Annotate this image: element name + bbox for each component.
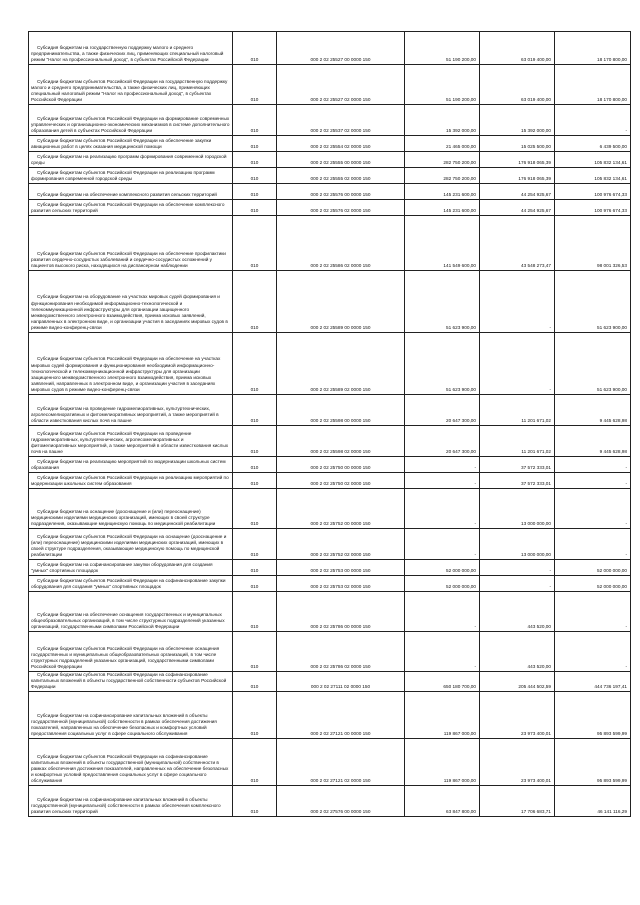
row-code-cell: 010 xyxy=(233,457,277,473)
table-row xyxy=(29,739,631,786)
row-fact-cell: 43 548 273,47 xyxy=(480,216,555,271)
row-kbk-cell: 000 2 02 25555 00 0000 150 xyxy=(277,152,405,168)
row-name-cell: Субсидии бюджетам субъектов Российской Федерации на софинансирование капитальных вложений в объекты государственной собственности субъектов Российской Федерации xyxy=(29,672,233,692)
row-fact-cell: 443 520,00 xyxy=(480,592,555,632)
table-row xyxy=(29,333,631,395)
row-kbk-cell: 000 2 02 27576 00 0000 150 xyxy=(277,786,405,817)
row-fact-cell: 23 973 400,01 xyxy=(480,692,555,739)
row-fact-cell: - xyxy=(480,576,555,592)
row-rest-cell: - xyxy=(555,489,631,529)
row-kbk-cell: 000 2 02 25554 02 0000 150 xyxy=(277,136,405,152)
row-name-cell: Субсидии бюджетам субъектов Российской Федерации на обеспечение профилактики развития сердечно-сосудистых заболеваний и сердечно-сосудистых осложнений у пациентов высокого риска, находящихся на диспансерном наблюдении xyxy=(29,216,233,271)
row-plan-cell: 51 623 900,00 xyxy=(405,333,480,395)
table-body xyxy=(29,32,631,817)
table-row xyxy=(29,592,631,632)
row-rest-cell: 105 832 134,61 xyxy=(555,168,631,184)
row-kbk-cell: 000 2 02 25576 02 0000 150 xyxy=(277,200,405,216)
row-code-cell: 010 xyxy=(233,200,277,216)
row-fact-cell: 13 000 000,00 xyxy=(480,529,555,560)
row-kbk-cell: 000 2 02 25576 00 0000 150 xyxy=(277,184,405,200)
table-row xyxy=(29,672,631,692)
row-rest-cell: 18 170 800,00 xyxy=(555,65,631,105)
row-plan-cell: - xyxy=(405,489,480,529)
row-rest-cell: 46 141 116,29 xyxy=(555,786,631,817)
row-plan-cell: - xyxy=(405,632,480,672)
row-code-cell: 010 xyxy=(233,32,277,65)
row-kbk-cell: 000 2 02 25598 00 0000 150 xyxy=(277,395,405,426)
row-fact-cell: - xyxy=(480,271,555,333)
row-name-cell: Субсидии бюджетам субъектов Российской Федерации на реализацию мероприятий по модернизации школьных систем образования xyxy=(29,473,233,489)
row-name-cell: Субсидии бюджетам субъектов Российской Федерации на софинансирование закупки оборудования для создания "умных" спортивных площадок xyxy=(29,576,233,592)
row-name-cell: Субсидии бюджетам субъектов Российской Федерации на обеспечение оснащения государственных и муниципальных общеобразовательных организаций, в том числе структурных подразделений указанных организаций, государственными символами Российской Федерации xyxy=(29,632,233,672)
row-rest-cell: 52 000 000,00 xyxy=(555,560,631,576)
table-row xyxy=(29,692,631,739)
row-rest-cell: 95 893 599,99 xyxy=(555,739,631,786)
row-code-cell: 010 xyxy=(233,426,277,457)
row-plan-cell: 63 847 800,00 xyxy=(405,786,480,817)
row-name-cell: Субсидии бюджетам субъектов Российской Федерации на государственную поддержку малого и среднего предпринимательства, а также физических лиц, применяющих специальный налоговый режим "Налог на профессиональный доход", в субъектах Российской Федерации xyxy=(29,65,233,105)
row-kbk-cell: 000 2 02 25750 00 0000 150 xyxy=(277,457,405,473)
row-fact-cell: 23 973 400,01 xyxy=(480,739,555,786)
row-plan-cell: - xyxy=(405,592,480,632)
table-row xyxy=(29,152,631,168)
row-rest-cell: 444 736 197,41 xyxy=(555,672,631,692)
table-row xyxy=(29,457,631,473)
row-plan-cell: 51 190 200,00 xyxy=(405,65,480,105)
row-code-cell: 010 xyxy=(233,152,277,168)
table-row xyxy=(29,473,631,489)
table-row xyxy=(29,216,631,271)
row-plan-cell: 282 750 200,00 xyxy=(405,168,480,184)
row-name-cell: Субсидии бюджетам на проведение гидромелиоративных, культуртехнических, агролесомелиоративных и фитомелиоративных мероприятий, а также мероприятий в области известкования кислых почв на пашне xyxy=(29,395,233,426)
row-kbk-cell: 000 2 02 25589 00 0000 150 xyxy=(277,271,405,333)
row-rest-cell: 52 000 000,00 xyxy=(555,576,631,592)
row-kbk-cell: 000 2 02 25527 00 0000 150 xyxy=(277,32,405,65)
row-plan-cell: 51 623 900,00 xyxy=(405,271,480,333)
row-fact-cell: 15 025 500,00 xyxy=(480,136,555,152)
row-plan-cell: 650 180 700,00 xyxy=(405,672,480,692)
report-sheet xyxy=(28,31,630,817)
row-rest-cell: 18 170 800,00 xyxy=(555,32,631,65)
row-rest-cell: 9 445 628,98 xyxy=(555,426,631,457)
row-rest-cell: 105 832 134,61 xyxy=(555,152,631,168)
row-kbk-cell: 000 2 02 25753 00 0000 150 xyxy=(277,560,405,576)
row-code-cell: 010 xyxy=(233,395,277,426)
row-code-cell: 010 xyxy=(233,786,277,817)
row-code-cell: 010 xyxy=(233,560,277,576)
row-code-cell: 010 xyxy=(233,136,277,152)
row-plan-cell: - xyxy=(405,473,480,489)
row-name-cell: Субсидии бюджетам на оборудование на участках мировых судей формирования и функционирования необходимой информационно-технологической и телекоммуникационной инфраструктуры для организации защищенного межведомственного электронного взаимодействия, приема исковых заявлений, направленных в электронном виде, и организации участия в заседаниях мировых судов в режиме видео-конференц-связи xyxy=(29,271,233,333)
row-code-cell: 010 xyxy=(233,168,277,184)
row-code-cell: 010 xyxy=(233,333,277,395)
table-row xyxy=(29,105,631,136)
row-name-cell: Субсидии бюджетам на софинансирование закупки оборудования для создания "умных" спортивных площадок xyxy=(29,560,233,576)
row-fact-cell: 44 254 925,67 xyxy=(480,184,555,200)
row-fact-cell: 13 000 000,00 xyxy=(480,489,555,529)
table-row xyxy=(29,65,631,105)
row-code-cell: 010 xyxy=(233,105,277,136)
row-kbk-cell: 000 2 02 27121 02 0000 150 xyxy=(277,739,405,786)
row-code-cell: 010 xyxy=(233,489,277,529)
table-row xyxy=(29,632,631,672)
row-code-cell: 010 xyxy=(233,473,277,489)
row-code-cell: 010 xyxy=(233,739,277,786)
row-plan-cell: 20 647 300,00 xyxy=(405,426,480,457)
row-code-cell: 010 xyxy=(233,592,277,632)
row-rest-cell: 95 893 599,99 xyxy=(555,692,631,739)
row-name-cell: Субсидии бюджетам субъектов Российской Федерации на обеспечение комплексного развития сельских территорий xyxy=(29,200,233,216)
row-code-cell: 010 xyxy=(233,184,277,200)
row-kbk-cell: 000 2 02 25786 00 0000 150 xyxy=(277,592,405,632)
table-row xyxy=(29,32,631,65)
row-code-cell: 010 xyxy=(233,672,277,692)
table-row xyxy=(29,271,631,333)
row-rest-cell: - xyxy=(555,592,631,632)
row-plan-cell: 15 392 000,00 xyxy=(405,105,480,136)
row-name-cell: Субсидии бюджетам субъектов Российской Федерации на проведение гидромелиоративных, культуртехнических, агролесомелиоративных и фитомелиоративных мероприятий, а также мероприятий в области известкования кислых почв на пашне xyxy=(29,426,233,457)
row-name-cell: Субсидии бюджетам субъектов Российской Федерации на обеспечение закупки авиационных работ в целях оказания медицинской помощи xyxy=(29,136,233,152)
row-plan-cell: 119 867 000,00 xyxy=(405,739,480,786)
table-row xyxy=(29,786,631,817)
row-plan-cell: 20 647 300,00 xyxy=(405,395,480,426)
row-plan-cell: 52 000 000,00 xyxy=(405,560,480,576)
row-kbk-cell: 000 2 02 27121 00 0000 150 xyxy=(277,692,405,739)
row-fact-cell: 15 392 000,00 xyxy=(480,105,555,136)
row-rest-cell: 9 445 628,98 xyxy=(555,395,631,426)
row-code-cell: 010 xyxy=(233,271,277,333)
row-plan-cell: 141 549 600,00 xyxy=(405,216,480,271)
row-fact-cell: 37 572 333,01 xyxy=(480,457,555,473)
row-name-cell: Субсидии бюджетам на софинансирование капитальных вложений в объекты государственной (муниципальной) собственности в рамках обеспечения комплексного развития сельских территорий xyxy=(29,786,233,817)
row-kbk-cell: 000 2 02 25598 02 0000 150 xyxy=(277,426,405,457)
row-code-cell: 010 xyxy=(233,692,277,739)
row-fact-cell: - xyxy=(480,333,555,395)
row-name-cell: Субсидии бюджетам на оснащение (дооснащение и (или) переоснащение) медицинскими изделиями медицинских организаций, имеющих в своей структуре подразделения, оказывающие медицинскую помощь по медицинской реабилитации xyxy=(29,489,233,529)
row-fact-cell: - xyxy=(480,560,555,576)
row-fact-cell: 44 254 925,67 xyxy=(480,200,555,216)
row-rest-cell: 98 001 326,53 xyxy=(555,216,631,271)
row-kbk-cell: 000 2 02 25537 02 0000 150 xyxy=(277,105,405,136)
row-code-cell: 010 xyxy=(233,216,277,271)
row-kbk-cell: 000 2 02 25786 02 0000 150 xyxy=(277,632,405,672)
row-name-cell: Субсидия бюджетам на государственную поддержку малого и среднего предпринимательства, а также физических лиц, применяющих специальный налоговый режим "Налог на профессиональный доход", в субъектах Российской Федерации xyxy=(29,32,233,65)
table-row xyxy=(29,136,631,152)
row-name-cell: Субсидии бюджетам субъектов Российской Федерации на оснащение (дооснащение и (или) переоснащение) медицинскими изделиями медицинских организаций, имеющих в своей структуре подразделения, оказывающие медицинскую помощь по медицинской реабилитации xyxy=(29,529,233,560)
row-kbk-cell: 000 2 02 25586 02 0000 150 xyxy=(277,216,405,271)
row-rest-cell: - xyxy=(555,473,631,489)
row-rest-cell: - xyxy=(555,529,631,560)
row-plan-cell: - xyxy=(405,457,480,473)
row-kbk-cell: 000 2 02 25750 02 0000 150 xyxy=(277,473,405,489)
row-name-cell: Субсидии бюджетам на софинансирование капитальных вложений в объекты государственной (муниципальной) собственности в рамках обеспечения достижения показателей, направленных на обеспечение безопасных и комфортных условий предоставления социальных услуг в сфере социального обслуживания xyxy=(29,692,233,739)
row-rest-cell: 6 439 500,00 xyxy=(555,136,631,152)
row-fact-cell: 176 918 065,39 xyxy=(480,168,555,184)
row-name-cell: Субсидии бюджетам субъектов Российской Федерации на софинансирование капитальных вложений в объекты государственной (муниципальной) собственности в рамках обеспечения достижения показателей, направленных на обеспечение безопасных и комфортных условий предоставления социальных услуг в сфере социального обслуживания xyxy=(29,739,233,786)
row-rest-cell: - xyxy=(555,457,631,473)
table-row xyxy=(29,200,631,216)
row-fact-cell: 17 706 683,71 xyxy=(480,786,555,817)
row-fact-cell: 63 019 400,00 xyxy=(480,32,555,65)
row-rest-cell: 51 623 900,00 xyxy=(555,333,631,395)
row-name-cell: Субсидии бюджетам на реализацию программ формирования современной городской среды xyxy=(29,152,233,168)
row-plan-cell: 21 465 000,00 xyxy=(405,136,480,152)
row-kbk-cell: 000 2 02 25527 02 0000 150 xyxy=(277,65,405,105)
row-name-cell: Субсидии бюджетам на обеспечение комплексного развития сельских территорий xyxy=(29,184,233,200)
table-row xyxy=(29,489,631,529)
row-name-cell: Субсидии бюджетам субъектов Российской Федерации на обеспечение на участках мировых судей формирования и функционирования необходимой информационно-технологической и телекоммуникационной инфраструктуры для организации защищенного межведомственного электронного взаимодействия, приема исковых заявлений, направленных в электронном виде, и организации участия в заседаниях мировых судов в режиме видео-конференц-связи xyxy=(29,333,233,395)
row-code-cell: 010 xyxy=(233,65,277,105)
row-code-cell: 010 xyxy=(233,576,277,592)
row-rest-cell: - xyxy=(555,105,631,136)
table-row xyxy=(29,576,631,592)
row-rest-cell: 51 623 900,00 xyxy=(555,271,631,333)
row-plan-cell: 119 867 000,00 xyxy=(405,692,480,739)
row-plan-cell: - xyxy=(405,529,480,560)
row-plan-cell: 52 000 000,00 xyxy=(405,576,480,592)
row-kbk-cell: 000 2 02 25752 02 0000 150 xyxy=(277,529,405,560)
row-rest-cell: 100 976 674,33 xyxy=(555,184,631,200)
row-kbk-cell: 000 2 02 25589 02 0000 150 xyxy=(277,333,405,395)
row-fact-cell: 63 019 400,00 xyxy=(480,65,555,105)
table-row xyxy=(29,168,631,184)
row-fact-cell: 205 444 502,59 xyxy=(480,672,555,692)
row-name-cell: Субсидии бюджетам субъектов Российской Федерации на реализацию программ формирования современной городской среды xyxy=(29,168,233,184)
table-row xyxy=(29,426,631,457)
row-fact-cell: 11 201 671,02 xyxy=(480,426,555,457)
table-row xyxy=(29,529,631,560)
row-kbk-cell: 000 2 02 25753 02 0000 150 xyxy=(277,576,405,592)
row-fact-cell: 11 201 671,02 xyxy=(480,395,555,426)
row-plan-cell: 145 231 600,00 xyxy=(405,200,480,216)
row-fact-cell: 443 520,00 xyxy=(480,632,555,672)
table-row xyxy=(29,184,631,200)
subsidy-table xyxy=(28,31,631,817)
row-name-cell: Субсидии бюджетам субъектов Российской Федерации на формирование современных управленческих и организационно-экономических механизмов в системе дополнительного образования детей в субъектах Российской Федерации xyxy=(29,105,233,136)
row-kbk-cell: 000 2 02 27111 02 0000 150 xyxy=(277,672,405,692)
row-code-cell: 010 xyxy=(233,529,277,560)
row-plan-cell: 145 231 600,00 xyxy=(405,184,480,200)
row-rest-cell: - xyxy=(555,632,631,672)
row-name-cell: Субсидии бюджетам на реализацию мероприятий по модернизации школьных систем образования xyxy=(29,457,233,473)
row-fact-cell: 176 918 065,39 xyxy=(480,152,555,168)
row-plan-cell: 51 190 200,00 xyxy=(405,32,480,65)
row-fact-cell: 37 572 333,01 xyxy=(480,473,555,489)
row-rest-cell: 100 976 674,33 xyxy=(555,200,631,216)
table-row xyxy=(29,560,631,576)
table-row xyxy=(29,395,631,426)
row-kbk-cell: 000 2 02 25555 02 0000 150 xyxy=(277,168,405,184)
row-plan-cell: 282 750 200,00 xyxy=(405,152,480,168)
row-kbk-cell: 000 2 02 25752 00 0000 150 xyxy=(277,489,405,529)
row-name-cell: Субсидии бюджетам на обеспечение оснащения государственных и муниципальных общеобразовательных организаций, в том числе структурных подразделений указанных организаций, государственными символами Российской Федерации xyxy=(29,592,233,632)
row-code-cell: 010 xyxy=(233,632,277,672)
